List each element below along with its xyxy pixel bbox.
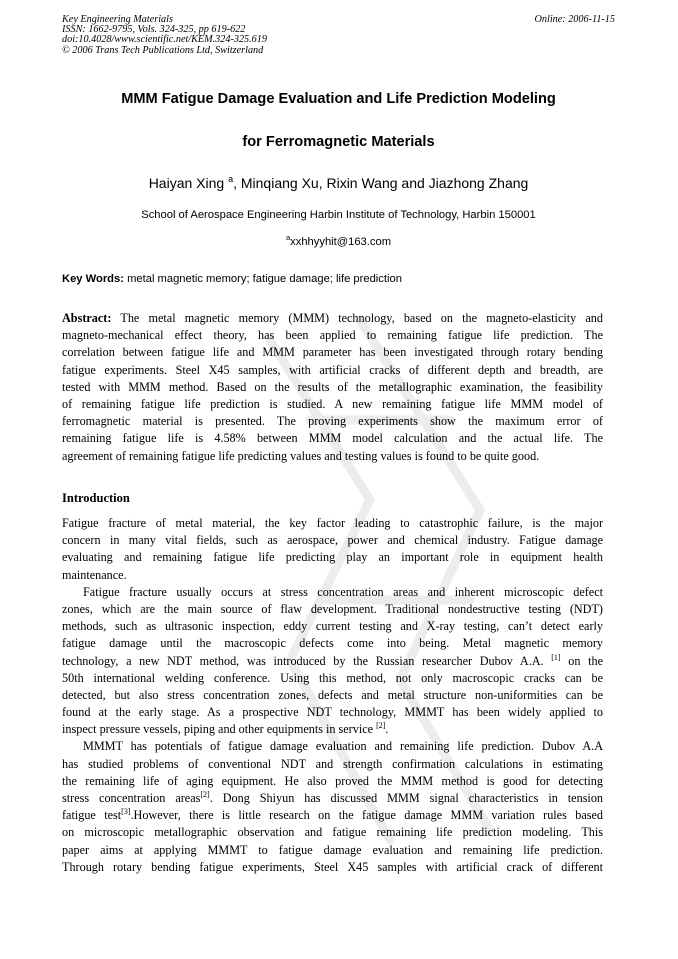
keywords-label: Key Words:	[62, 273, 124, 285]
intro-p1-line: maintenance.	[62, 567, 127, 582]
first-author: Haiyan Xing	[148, 175, 225, 191]
paper-title-line-1: MMM Fatigue Damage Evaluation and Life Prediction Modeling	[121, 91, 556, 107]
intro-p2-line: found at the early stage. As a prospective NDT technology, MMMT has been widely applied to	[62, 705, 603, 720]
author-list	[62, 174, 615, 192]
intro-p2-line: fatigue damage until the macroscopic defects come into being. Metal magnetic memory	[62, 636, 603, 651]
journal-header	[62, 15, 615, 56]
keywords-text: metal magnetic memory; fatigue damage; life prediction	[123, 273, 402, 285]
author-email	[62, 235, 615, 249]
intro-p1-line: evaluating and remaining fatigue life predicting play an important role in equipment health	[62, 550, 603, 565]
email-address: xxhhyyhit@163.com	[290, 236, 392, 248]
abstract-line: tested with MMM method. Based on the results of the metallographic examination, the feasibility	[62, 379, 603, 394]
intro-p3-line: MMMT has potentials of fatigue damage evaluation and remaining life prediction. Dubov A.A	[83, 739, 603, 754]
intro-p2-line: 50th international welding conference. Using this method, not only macroscopic cracks can be	[62, 670, 603, 685]
introduction-body	[62, 515, 603, 876]
journal-name: Key Engineering Materials	[62, 14, 173, 25]
intro-p2-line: Fatigue fracture usually occurs at stress concentration areas and inherent microscopic defect	[83, 584, 603, 599]
intro-p3-line: Through rotary bending fatigue experiments, Steel X45 samples with artificial crack of different	[62, 859, 603, 874]
issn-line: ISSN: 1662-9795, Vols. 324-325, pp 619-622	[62, 24, 246, 36]
abstract-line: fatigue experiments. Steel X45 samples, with artificial cracks of different depth and breadth, are	[62, 362, 603, 377]
abstract-line: agreement of remaining fatigue life predicting values and testing values is found to be quite good.	[62, 448, 540, 463]
abstract-line: Abstract: The metal magnetic memory (MMM) technology, based on the magneto-elasticity and	[62, 311, 603, 325]
affiliation: School of Aerospace Engineering Harbin Institute of Technology, Harbin 150001	[141, 209, 536, 221]
intro-p2-line: zones, which are the main source of flaw development. Traditional nondestructive testing (NDT)	[62, 601, 603, 616]
intro-p2-line: technology, a new NDT method, was introduced by the Russian researcher Dubov A.A. [1] on the	[62, 652, 604, 668]
abstract-label: Abstract:	[62, 311, 112, 325]
citation-2: [2]	[200, 790, 210, 799]
abstract-line: ferromagnetic material is presented. The proving experiments show the maximum error of	[62, 414, 603, 429]
intro-p3-line: on microscopic metallographic observation and fatigue remaining life prediction modeling. This	[62, 825, 603, 840]
abstract-line: magneto-mechanical effect theory, has been applied to remaining fatigue life prediction. The	[62, 328, 603, 343]
first-author-affiliation-mark: a	[228, 174, 234, 184]
other-authors: , Minqiang Xu, Rixin Wang and Jiazhong Zhang	[233, 175, 529, 191]
abstract	[62, 310, 603, 465]
abstract-line: of remaining fatigue life prediction is studied. A new remaining fatigue life MMM model of	[62, 396, 603, 411]
intro-p3-line: the remaining life of aging equipment. He also proved the MMM method is good for detecting	[62, 773, 603, 788]
doi-line: doi:10.4028/www.scientific.net/KEM.324-325.619	[62, 34, 267, 46]
paper-title-line-2: for Ferromagnetic Materials	[242, 134, 435, 150]
introduction-heading: Introduction	[62, 491, 130, 505]
abstract-line: correlation between fatigue life and MMM parameter has been investigated through rotary bending	[62, 345, 603, 360]
intro-p2-line: detected, but also stress concentration zones, defects and metal structure non-uniformities can be	[62, 687, 603, 702]
citation-1: [1]	[551, 652, 561, 662]
abstract-line: remaining fatigue life is 4.58% between MMM model calculation and the actual life. The	[62, 431, 603, 446]
intro-p3-line: has studied problems of conventional NDT and strength confirmation calculations in estimating	[62, 756, 603, 771]
intro-p2-line: methods, such as ultrasonic inspection, eddy current testing and X-ray testing, can’t detect early	[62, 619, 603, 634]
email-affiliation-mark: a	[285, 233, 291, 242]
intro-p3-line: stress concentration areas[2]. Dong Shiyun has discussed MMM signal characteristics in tension	[62, 790, 604, 805]
intro-p2-line: inspect pressure vessels, piping and other equipments in service [2].	[62, 721, 389, 737]
intro-p3-line: fatigue test[3].However, there is little research on the fatigue damage MMM variation rules based	[62, 807, 603, 823]
keywords	[62, 272, 615, 286]
copyright-line: © 2006 Trans Tech Publications Ltd, Switzerland	[62, 44, 264, 56]
intro-p3-line: paper aims at applying MMMT to fatigue damage evaluation and remaining life prediction.	[62, 842, 603, 857]
citation-2: [2]	[376, 721, 386, 731]
intro-p1-line: Fatigue fracture of metal material, the key factor leading to catastrophic failure, is the major	[62, 516, 603, 530]
intro-p1-line: concern in many vital fields, such as aerospace, power and chemical industry. Fatigue damage	[62, 533, 603, 548]
online-date: Online: 2006-11-15	[534, 14, 615, 25]
citation-3: [3]	[121, 807, 131, 817]
